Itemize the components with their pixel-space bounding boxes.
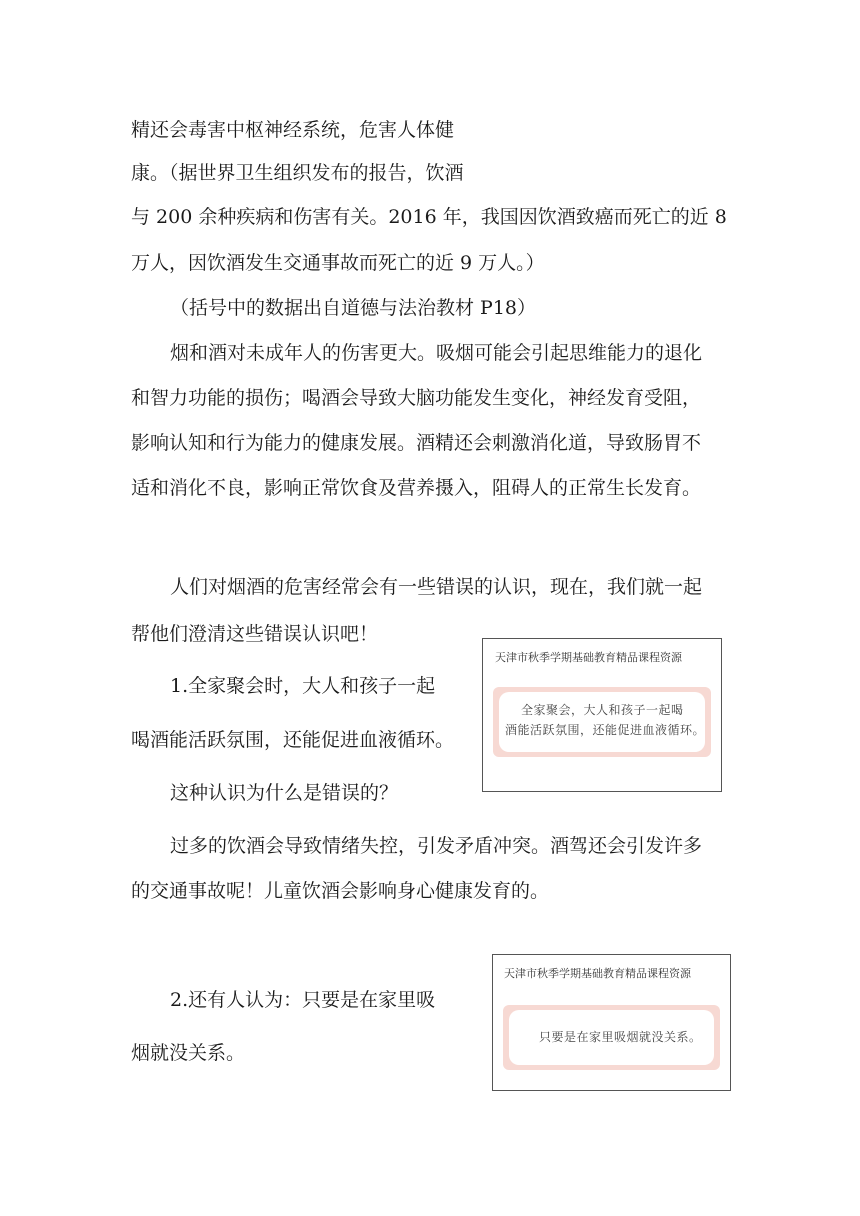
question-1-cont: 喝酒能活跃氛围，还能促进血液循环。 — [131, 729, 455, 751]
text-line: 帮他们澄清这些错误认识吧！ — [131, 623, 379, 645]
source-note: （括号中的数据出自道德与法治教材 P18） — [170, 297, 537, 319]
text-line: 与 200 余种疾病和伤害有关。2016 年，我国因饮酒致癌而死亡的近 8 — [131, 206, 727, 228]
slide-image-card-1 — [482, 638, 722, 792]
text-line: 和智力功能的损伤；喝酒会导致大脑功能发生变化，神经发育受阻， — [131, 387, 702, 409]
question-2: 2.还有人认为：只要是在家里吸 — [170, 989, 436, 1011]
text-line: 万人，因饮酒发生交通事故而死亡的近 9 万人。） — [131, 252, 545, 274]
card-text-line: 只要是在家里吸烟就没关系。 — [539, 1030, 702, 1044]
card-text-line: 酒能活跃氛围，还能促进血液循环。 — [505, 723, 706, 737]
text-line: 适和消化不良，影响正常饮食及营养摄入，阻碍人的正常生长发育。 — [131, 477, 702, 499]
card-header: 天津市秋季学期基础教育精品课程资源 — [504, 967, 691, 980]
question-1: 1.全家聚会时，大人和孩子一起 — [170, 675, 436, 697]
answer-line: 的交通事故呢！儿童饮酒会影响身心健康发育的。 — [131, 880, 550, 902]
text-line: 烟和酒对未成年人的伤害更大。吸烟可能会引起思维能力的退化 — [170, 342, 703, 364]
slide-image-card-2 — [492, 954, 731, 1091]
card-panel — [503, 1005, 720, 1070]
answer-line: 过多的饮酒会导致情绪失控，引发矛盾冲突。酒驾还会引发许多 — [170, 835, 703, 857]
text-line: 康。（据世界卫生组织发布的报告，饮酒 — [131, 162, 464, 184]
text-line: 人们对烟酒的危害经常会有一些错误的认识，现在，我们就一起 — [170, 576, 703, 598]
card-header: 天津市秋季学期基础教育精品课程资源 — [495, 651, 682, 664]
text-line: 精还会毒害中枢神经系统，危害人体健 — [131, 119, 455, 141]
card-text-line: 全家聚会，大人和孩子一起喝 — [521, 703, 684, 717]
card-panel — [493, 687, 711, 757]
text-line: 影响认知和行为能力的健康发展。酒精还会刺激消化道，导致肠胃不 — [131, 432, 702, 454]
question-2-cont: 烟就没关系。 — [131, 1042, 246, 1064]
card-panel-inner — [509, 1010, 714, 1065]
card-panel-inner — [499, 692, 705, 752]
question-prompt: 这种认识为什么是错误的？ — [170, 782, 399, 804]
